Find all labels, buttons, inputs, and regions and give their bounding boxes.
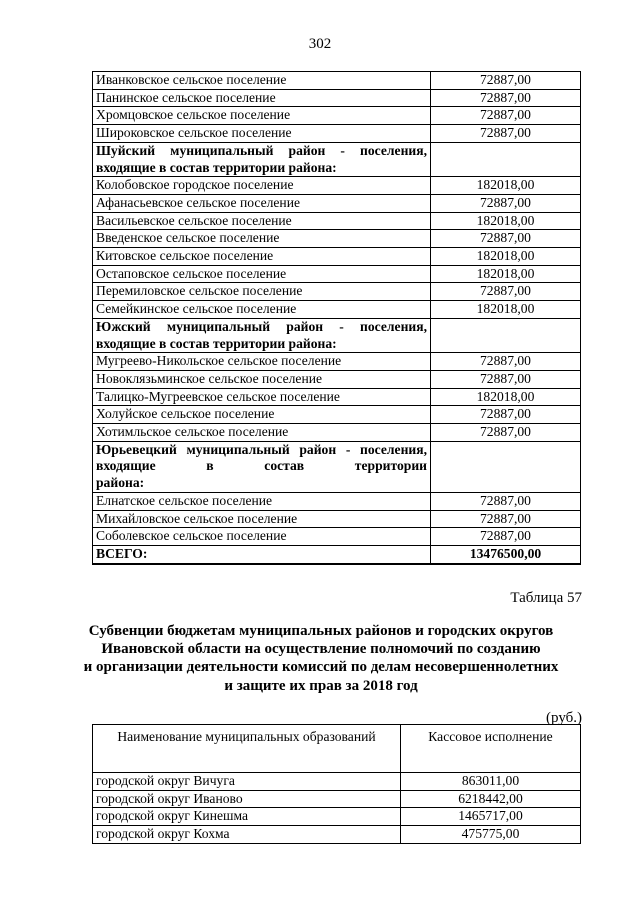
unit-label: (руб.): [546, 710, 582, 726]
group-heading-line: входящие в состав территории района:: [96, 159, 337, 175]
table-row: [93, 826, 581, 844]
column-header-value: Кассовое исполнение: [401, 725, 581, 773]
amount-value: 1465717,00: [401, 808, 581, 826]
group-heading-line: района:: [96, 475, 145, 491]
table-number-label: Таблица 57: [510, 590, 582, 606]
heading-line: Субвенции бюджетам муниципальных районов и городских округов: [88, 623, 554, 639]
amount-value: 72887,00: [431, 230, 581, 248]
table-row: [93, 72, 581, 90]
amount-value: 72887,00: [431, 125, 581, 143]
heading-line: и организации деятельности комиссий по делам несовершеннолетних: [83, 659, 559, 676]
table-group-row: [93, 441, 581, 492]
municipality-name: Иванковское сельское поселение: [93, 72, 431, 90]
municipality-name: Афанасьевское сельское поселение: [93, 194, 431, 212]
group-value-cell: [431, 441, 581, 492]
column-header-name: Наименование муниципальных образований: [93, 725, 401, 773]
amount-value: 182018,00: [431, 265, 581, 283]
table-row: [93, 388, 581, 406]
municipality-name: городской округ Кохма: [93, 826, 401, 844]
total-label: ВСЕГО:: [93, 545, 431, 563]
municipality-name: Остаповское сельское поселение: [93, 265, 431, 283]
table-row: [93, 89, 581, 107]
group-heading-line: Шуйский муниципальный район - поселения,: [96, 142, 427, 158]
amount-value: 182018,00: [431, 212, 581, 230]
table-header-row: [93, 725, 581, 773]
municipality-name: Семейкинское сельское поселение: [93, 301, 431, 319]
amount-value: 72887,00: [431, 72, 581, 90]
amount-value: 72887,00: [431, 510, 581, 528]
table-row: [93, 301, 581, 319]
municipality-name: Соболевское сельское поселение: [93, 528, 431, 546]
municipality-name: Елнатское сельское поселение: [93, 492, 431, 510]
table-row: [93, 248, 581, 266]
municipality-name: Широковское сельское поселение: [93, 125, 431, 143]
group-heading-line: поселения, входящие в состав территории: [96, 441, 427, 474]
amount-value: 182018,00: [431, 301, 581, 319]
amount-value: 72887,00: [431, 89, 581, 107]
table-row: [93, 773, 581, 791]
municipality-name: Хотимльское сельское поселение: [93, 424, 431, 442]
total-row: [93, 545, 581, 563]
table-heading: [60, 622, 582, 695]
municipality-name: Панинское сельское поселение: [93, 89, 431, 107]
amount-value: 72887,00: [431, 528, 581, 546]
amount-value: 6218442,00: [401, 790, 581, 808]
table-row: [93, 107, 581, 125]
municipality-name: Мугреево-Никольское сельское поселение: [93, 353, 431, 371]
municipality-name: Хромцовское сельское поселение: [93, 107, 431, 125]
municipality-name: Талицко-Мугреевское сельское поселение: [93, 388, 431, 406]
amount-value: 72887,00: [431, 194, 581, 212]
table-row: [93, 510, 581, 528]
municipality-name: Колобовское городское поселение: [93, 177, 431, 195]
municipality-name: Михайловское сельское поселение: [93, 510, 431, 528]
table-row: [93, 177, 581, 195]
table-row: [93, 406, 581, 424]
table-row: [93, 808, 581, 826]
table-row: [93, 212, 581, 230]
subsidy-table-continued: [92, 71, 581, 565]
table-group-row: [93, 142, 581, 176]
table-row: [93, 230, 581, 248]
municipality-name: Васильевское сельское поселение: [93, 212, 431, 230]
municipality-name: Перемиловское сельское поселение: [93, 283, 431, 301]
amount-value: 72887,00: [431, 406, 581, 424]
table-row: [93, 370, 581, 388]
table-row: [93, 353, 581, 371]
amount-value: 72887,00: [431, 353, 581, 371]
municipality-name: Введенское сельское поселение: [93, 230, 431, 248]
amount-value: 72887,00: [431, 492, 581, 510]
municipality-name: городской округ Кинешма: [93, 808, 401, 826]
municipality-name: городской округ Вичуга: [93, 773, 401, 791]
table-row: [93, 194, 581, 212]
group-heading: [93, 318, 431, 352]
amount-value: 182018,00: [431, 248, 581, 266]
amount-value: 475775,00: [401, 826, 581, 844]
amount-value: 182018,00: [431, 177, 581, 195]
municipality-name: городской округ Иваново: [93, 790, 401, 808]
group-heading: [93, 441, 431, 492]
municipality-name: Китовское сельское поселение: [93, 248, 431, 266]
group-value-cell: [431, 318, 581, 352]
amount-value: 182018,00: [431, 388, 581, 406]
table-row: [93, 790, 581, 808]
amount-value: 863011,00: [401, 773, 581, 791]
table-group-row: [93, 318, 581, 352]
heading-line: и защите их прав за 2018 год: [224, 677, 418, 694]
group-heading: [93, 142, 431, 176]
commission-subvention-table: [92, 724, 581, 844]
group-value-cell: [431, 142, 581, 176]
amount-value: 72887,00: [431, 283, 581, 301]
amount-value: 72887,00: [431, 370, 581, 388]
municipality-name: Новоклязьминское сельское поселение: [93, 370, 431, 388]
heading-line: Ивановской области на осуществление полномочий по созданию: [101, 641, 541, 658]
table-row: [93, 424, 581, 442]
table-row: [93, 125, 581, 143]
municipality-name: Холуйское сельское поселение: [93, 406, 431, 424]
amount-value: 72887,00: [431, 424, 581, 442]
table-row: [93, 265, 581, 283]
total-value: 13476500,00: [431, 545, 581, 563]
table-row: [93, 492, 581, 510]
group-heading-line: входящие в состав территории района:: [96, 335, 337, 351]
amount-value: 72887,00: [431, 107, 581, 125]
group-heading-line: Южский муниципальный район - поселения,: [96, 318, 427, 334]
group-heading-line: Юрьевецкий муниципальный район -: [96, 441, 351, 457]
page-number: 302: [308, 36, 332, 52]
table-row: [93, 528, 581, 546]
table-row: [93, 283, 581, 301]
